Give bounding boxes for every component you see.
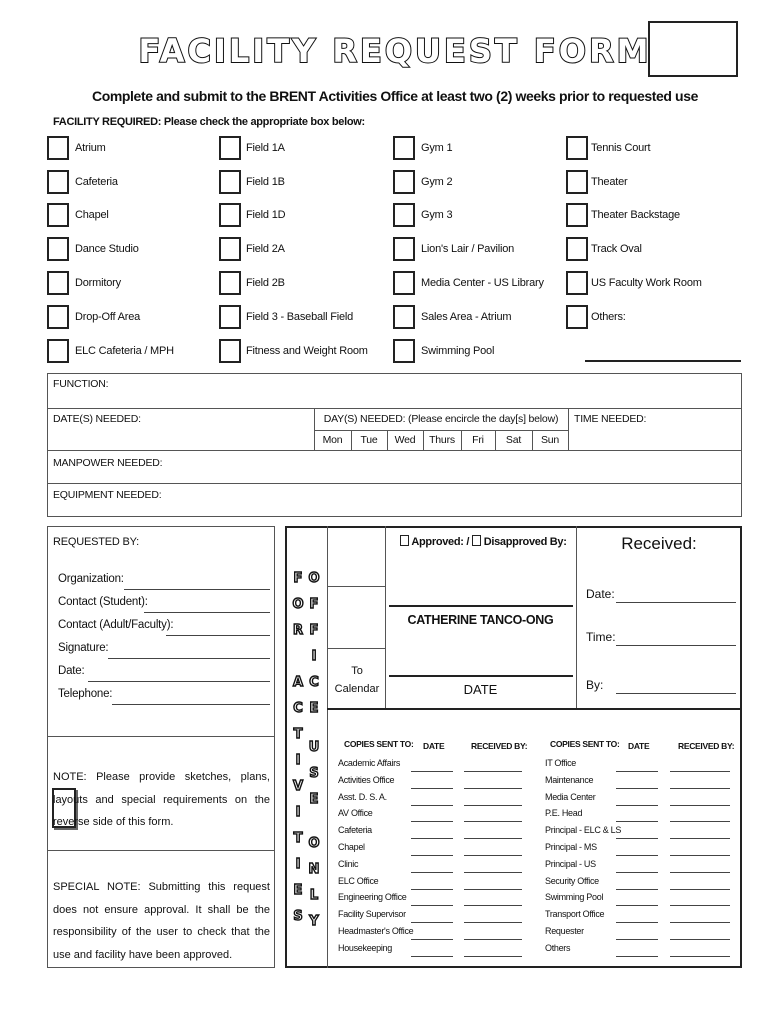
vertical-letter: V (292, 779, 304, 794)
checkbox-track-oval[interactable] (566, 237, 588, 261)
label-field-1a: Field 1A (246, 142, 285, 154)
label-field-3-baseball-field: Field 3 - Baseball Field (246, 311, 354, 323)
copy-received-blank[interactable] (670, 905, 730, 906)
copy-received-blank[interactable] (670, 821, 730, 822)
checkbox-us-faculty-work-room[interactable] (566, 271, 588, 295)
copy-received-blank[interactable] (464, 905, 522, 906)
requested-field-line[interactable] (108, 658, 270, 659)
copy-received-blank[interactable] (464, 838, 522, 839)
copies-header-right: COPIES SENT TO: (550, 739, 620, 749)
copy-recipient-right: Media Center (545, 791, 596, 802)
copy-recipient-right: IT Office (545, 758, 576, 768)
copy-date-blank[interactable] (411, 922, 453, 923)
requested-field-line[interactable] (112, 704, 270, 705)
received-by-header-left: RECEIVED BY: (471, 741, 528, 751)
requested-field-line[interactable] (144, 612, 270, 613)
day-fri[interactable]: Fri (472, 434, 484, 446)
label-gym-2: Gym 2 (421, 176, 453, 188)
copy-received-blank[interactable] (670, 956, 730, 957)
checkbox-atrium[interactable] (47, 136, 69, 160)
copy-date-blank[interactable] (616, 771, 658, 772)
copy-received-blank[interactable] (670, 939, 730, 940)
vertical-letter: E (309, 701, 319, 716)
label-track-oval: Track Oval (591, 243, 642, 255)
date-header-left: DATE (423, 741, 445, 751)
copy-received-blank[interactable] (464, 939, 522, 940)
checkbox-chapel[interactable] (47, 203, 69, 227)
received-field-line[interactable] (616, 645, 736, 646)
checkbox-dance-studio[interactable] (47, 237, 69, 261)
requested-field-label: Contact (Student): (58, 596, 148, 608)
checkbox-theater[interactable] (566, 170, 588, 194)
copy-date-blank[interactable] (411, 788, 453, 789)
day-sun[interactable]: Sun (540, 434, 560, 446)
copy-recipient-left: Cafeteria (338, 825, 372, 836)
copy-recipient-left: Activities Office (338, 774, 395, 785)
requested-field-label: Contact (Adult/Faculty): (58, 619, 174, 631)
label-cafeteria: Cafeteria (75, 176, 118, 188)
note-text-content: NOTE: Please provide sketches, plans, layouts and special requirements on the reverse side of this form. (53, 771, 270, 828)
checkbox-drop-off-area[interactable] (47, 305, 69, 329)
special-note-text: SPECIAL NOTE: Submitting this request does not ensure approval. It shall be the responsibility of the user to check that the use and facility have been approved. (53, 881, 270, 961)
requested-field-label: Date: (58, 665, 85, 677)
received-field-label: By: (586, 678, 604, 692)
vertical-letter: A (292, 675, 304, 690)
copy-received-blank[interactable] (670, 889, 730, 890)
vertical-letter: E (293, 883, 303, 898)
label-field-2a: Field 2A (246, 243, 285, 255)
copy-recipient-left: AV Office (338, 808, 373, 819)
checkbox-field-3-baseball-field[interactable] (219, 305, 241, 329)
copy-received-blank[interactable] (670, 788, 730, 789)
checkbox-sales-area-atrium[interactable] (393, 305, 415, 329)
requested-field-line[interactable] (124, 589, 270, 590)
day-sat[interactable]: Sat (505, 434, 522, 446)
label-gym-3: Gym 3 (421, 209, 453, 221)
checkbox-lion-s-lair-pavilion[interactable] (393, 237, 415, 261)
copy-recipient-left: Facility Supervisor (338, 909, 406, 920)
requested-field-line[interactable] (166, 635, 270, 636)
copy-recipient-right: P.E. Head (545, 808, 583, 819)
checkbox-theater-backstage[interactable] (566, 203, 588, 227)
copy-received-blank[interactable] (464, 771, 522, 772)
copy-date-blank[interactable] (616, 922, 658, 923)
received-by-header-right: RECEIVED BY: (678, 741, 735, 751)
day-tue[interactable]: Tue (360, 434, 378, 446)
vertical-letter: E (309, 792, 319, 807)
copy-received-blank[interactable] (670, 922, 730, 923)
copy-recipient-right: Principal - US (545, 858, 596, 869)
copy-recipient-left: Engineering Office (338, 892, 407, 903)
copy-received-blank[interactable] (464, 821, 522, 822)
vertical-letter: I (295, 857, 301, 872)
copy-date-blank[interactable] (616, 905, 658, 906)
copy-recipient-left: Asst. D. S. A. (338, 791, 387, 802)
label-chapel: Chapel (75, 209, 109, 221)
vertical-letter: F (309, 623, 319, 638)
day-mon[interactable]: Mon (322, 434, 343, 446)
label-fitness-and-weight-room: Fitness and Weight Room (246, 345, 368, 357)
label-field-1b: Field 1B (246, 176, 285, 188)
form-subtitle: Complete and submit to the BRENT Activities Office at least two (2) weeks prior to requested use (92, 88, 698, 104)
copy-received-blank[interactable] (464, 855, 522, 856)
days-needed-label: DAY(S) NEEDED: (Please encircle the day[s] below) (323, 413, 559, 425)
copy-recipient-right: Principal - ELC & LS (545, 825, 622, 836)
copies-header-left: COPIES SENT TO: (344, 739, 414, 749)
vertical-letter: O (292, 597, 304, 612)
checkbox-field-2b[interactable] (219, 271, 241, 295)
copy-received-blank[interactable] (464, 805, 522, 806)
vertical-letter: C (293, 701, 303, 716)
label-gym-1: Gym 1 (421, 142, 453, 154)
vertical-letter: I (311, 649, 317, 664)
checkbox-field-2a[interactable] (219, 237, 241, 261)
label-elc-cafeteria-mph: ELC Cafeteria / MPH (75, 345, 174, 357)
checkbox-fitness-and-weight-room[interactable] (219, 339, 241, 363)
copy-received-blank[interactable] (670, 771, 730, 772)
copy-date-blank[interactable] (411, 956, 453, 957)
approved-checkbox[interactable] (400, 535, 409, 546)
equipment-label: EQUIPMENT NEEDED: (53, 489, 162, 501)
label-lion-s-lair-pavilion: Lion's Lair / Pavilion (421, 243, 515, 255)
disapproved-checkbox[interactable] (472, 535, 481, 546)
copy-date-blank[interactable] (616, 788, 658, 789)
copy-date-blank[interactable] (616, 805, 658, 806)
copy-received-blank[interactable] (464, 872, 522, 873)
copy-date-blank[interactable] (616, 889, 658, 890)
copy-recipient-left: ELC Office (338, 875, 379, 886)
label-field-1d: Field 1D (246, 209, 286, 221)
vertical-letter: Y (309, 914, 319, 929)
copy-date-blank[interactable] (616, 956, 658, 957)
copy-recipient-left: Headmaster's Office (338, 926, 414, 936)
copy-received-blank[interactable] (670, 855, 730, 856)
checkbox-field-1d[interactable] (219, 203, 241, 227)
checkbox-gym-2[interactable] (393, 170, 415, 194)
copy-date-blank[interactable] (411, 889, 453, 890)
label-media-center-us-library: Media Center - US Library (421, 277, 544, 289)
copy-recipient-left: Academic Affairs (338, 758, 401, 768)
copy-recipient-left: Chapel (338, 842, 365, 852)
vertical-letter: I (295, 805, 301, 820)
label-drop-off-area: Drop-Off Area (75, 311, 141, 323)
day-thurs[interactable]: Thurs (429, 434, 455, 446)
approved-label: Approved: / (411, 536, 472, 548)
checkbox-elc-cafeteria-mph[interactable] (47, 339, 69, 363)
copy-recipient-right: Others (545, 942, 571, 953)
label-dormitory: Dormitory (75, 277, 121, 289)
copy-received-blank[interactable] (464, 889, 522, 890)
vertical-letter: F (293, 571, 303, 586)
manpower-label: MANPOWER NEEDED: (53, 457, 163, 469)
vertical-letter: F (309, 597, 319, 612)
copy-date-blank[interactable] (616, 855, 658, 856)
copy-date-blank[interactable] (616, 872, 658, 873)
label-sales-area-atrium: Sales Area - Atrium (421, 311, 512, 323)
requested-field-label: Telephone: (58, 688, 113, 700)
time-needed-label: TIME NEEDED: (574, 413, 647, 425)
label-dance-studio: Dance Studio (75, 243, 139, 255)
approver-name: CATHERINE TANCO-ONG (407, 613, 554, 627)
requested-by-heading: REQUESTED BY: (53, 536, 140, 548)
copy-received-blank[interactable] (670, 838, 730, 839)
checkbox-tennis-court[interactable] (566, 136, 588, 160)
vertical-letter: N (308, 862, 320, 877)
received-field-line[interactable] (616, 602, 736, 603)
label-field-2b: Field 2B (246, 277, 285, 289)
copy-recipient-right: Maintenance (545, 774, 594, 785)
checkbox-dormitory[interactable] (47, 271, 69, 295)
copy-date-blank[interactable] (411, 855, 453, 856)
received-field-label: Time: (586, 630, 616, 644)
checkbox-swimming-pool[interactable] (393, 339, 415, 363)
vertical-letter: T (293, 831, 303, 846)
copy-date-blank[interactable] (616, 821, 658, 822)
copy-received-blank[interactable] (464, 956, 522, 957)
vertical-letter: R (292, 623, 303, 638)
copy-date-blank[interactable] (411, 872, 453, 873)
label-theater-backstage: Theater Backstage (591, 209, 680, 221)
approval-line (400, 535, 567, 548)
approval-date-label: DATE (463, 682, 498, 697)
vertical-letter: O (308, 571, 320, 586)
received-field-line[interactable] (616, 693, 736, 694)
copy-recipient-right: Swimming Pool (545, 892, 604, 903)
copy-date-blank[interactable] (411, 771, 453, 772)
copy-recipient-right: Security Office (545, 875, 599, 886)
copy-received-blank[interactable] (464, 788, 522, 789)
checkbox-field-1b[interactable] (219, 170, 241, 194)
label-theater: Theater (591, 176, 628, 188)
requested-field-label: Signature: (58, 642, 109, 654)
checkbox-others[interactable] (566, 305, 588, 329)
copy-recipient-right: Principal - MS (545, 842, 597, 852)
copy-date-blank[interactable] (411, 805, 453, 806)
vertical-letter: C (309, 675, 319, 690)
vertical-letter: S (293, 909, 303, 924)
copy-recipient-right: Transport Office (545, 909, 605, 920)
day-wed[interactable]: Wed (394, 434, 416, 446)
requested-field-label: Organization: (58, 573, 124, 585)
copy-date-blank[interactable] (411, 838, 453, 839)
checkbox-cafeteria[interactable] (47, 170, 69, 194)
copy-date-blank[interactable] (411, 905, 453, 906)
requested-field-line[interactable] (88, 681, 270, 682)
form-title: FACILITY REQUEST FORM (138, 32, 652, 70)
vertical-letter: L (309, 888, 319, 903)
copy-recipient-left: Housekeeping (338, 942, 392, 953)
disapproved-label: Disapproved By: (483, 536, 567, 548)
note-text (53, 766, 270, 834)
date-header-right: DATE (628, 741, 650, 751)
checkbox-field-1a[interactable] (219, 136, 241, 160)
label-us-faculty-work-room: US Faculty Work Room (591, 277, 702, 289)
copy-received-blank[interactable] (670, 805, 730, 806)
label-atrium: Atrium (75, 142, 106, 154)
to-calendar-label: To Calendar (334, 665, 380, 695)
copy-received-blank[interactable] (464, 922, 522, 923)
copy-date-blank[interactable] (411, 821, 453, 822)
copy-date-blank[interactable] (411, 939, 453, 940)
vertical-letter: O (308, 836, 320, 851)
dates-needed-label: DATE(S) NEEDED: (53, 413, 141, 425)
facility-required-label: FACILITY REQUIRED: Please check the appropriate box below: (53, 116, 365, 128)
function-label: FUNCTION: (53, 378, 109, 390)
vertical-letter: S (309, 766, 319, 781)
vertical-letter: I (295, 753, 301, 768)
checkbox-media-center-us-library[interactable] (393, 271, 415, 295)
others-blank-line[interactable] (585, 360, 741, 362)
copy-recipient-left: Clinic (338, 858, 359, 869)
copy-date-blank[interactable] (616, 939, 658, 940)
label-swimming-pool: Swimming Pool (421, 345, 495, 357)
copy-recipient-right: Requester (545, 926, 584, 936)
label-tennis-court: Tennis Court (591, 142, 651, 154)
label-others: Others: (591, 311, 626, 323)
copy-date-blank[interactable] (616, 838, 658, 839)
vertical-letter: U (308, 740, 320, 755)
vertical-letter: T (293, 727, 303, 742)
checkbox-gym-3[interactable] (393, 203, 415, 227)
received-field-label: Date: (586, 587, 615, 601)
received-heading: Received: (621, 534, 697, 553)
copy-received-blank[interactable] (670, 872, 730, 873)
checkbox-gym-1[interactable] (393, 136, 415, 160)
